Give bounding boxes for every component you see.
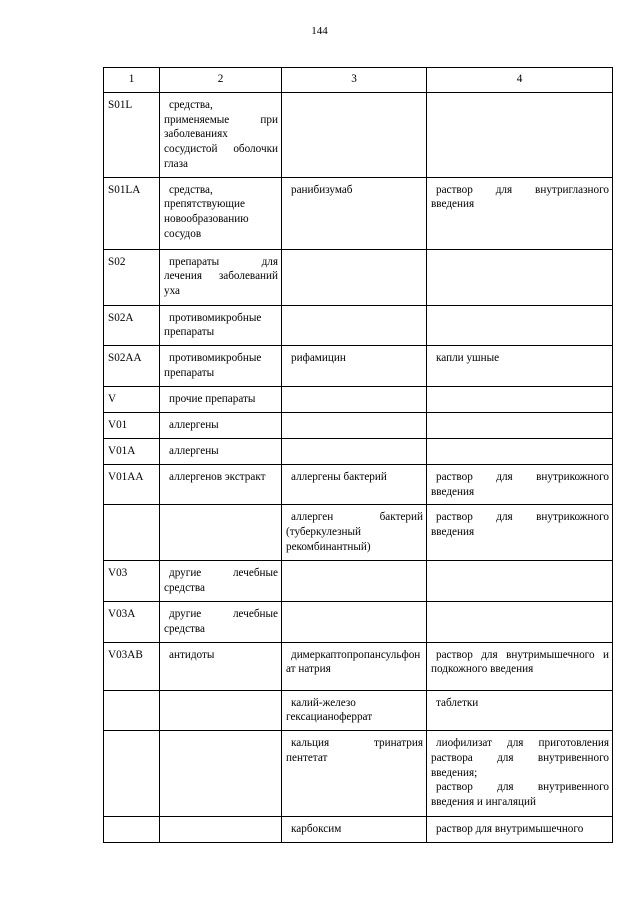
table-row [104,412,613,438]
atc-code-cell [104,177,160,249]
drug-name-cell [282,642,427,690]
dosage-form-text: таблетки [436,696,479,709]
atc-code-cell [104,817,160,843]
group-name-cell [160,561,282,602]
drug-name-text: карбоксим [291,823,342,836]
atc-code-cell [104,438,160,464]
group-name-text: антидоты [169,648,215,661]
group-name-cell [160,731,282,817]
group-name-text: аллергены [169,444,219,457]
drug-name-cell [282,249,427,305]
atc-code-text: V [108,392,117,405]
table-row [104,438,613,464]
dosage-form-cell [427,177,613,249]
group-name-text: препараты для лечения заболеваний уха [164,255,278,298]
drug-name-cell [282,690,427,731]
table-row [104,505,613,561]
drug-name-text: рифамицин [291,352,346,365]
table-row [104,305,613,346]
atc-code-text: V03 [108,567,128,580]
group-name-cell [160,505,282,561]
drug-name-text: ранибизумаб [291,183,353,196]
group-name-text: противомикробные препараты [164,352,262,380]
drug-name-cell [282,92,427,177]
group-name-cell [160,249,282,305]
atc-code-text: V03A [108,607,136,620]
group-name-cell [160,438,282,464]
drug-name-cell [282,601,427,642]
dosage-form-line: лиофилизат для приготовления раствора для внутривенного введения; [431,737,609,779]
dosage-form-cell [427,412,613,438]
drug-name-text: кальция тринатрия пентетат [286,737,423,764]
group-name-cell [160,92,282,177]
drug-name-cell [282,346,427,387]
drug-name-cell [282,464,427,505]
column-header-4: 4 [427,68,613,93]
drug-name-text: аллерген бактерий (туберкулезный рекомбинантный) [286,511,423,553]
drug-name-cell [282,438,427,464]
group-name-cell [160,642,282,690]
group-name-text: аллергены [169,418,219,431]
atc-code-text: S01L [108,98,133,111]
dosage-form-line: раствор для внутривенного введения и ингаляций [431,781,609,809]
drug-name-text: аллергены бактерий [291,470,387,483]
atc-code-text: V01A [108,444,136,457]
table-row [104,386,613,412]
dosage-form-text: раствор для внутрикожного введения [431,470,609,498]
atc-code-text: S02AA [108,352,142,365]
drug-name-cell [282,305,427,346]
group-name-cell [160,412,282,438]
drug-name-cell [282,177,427,249]
atc-code-cell [104,505,160,561]
table-row [104,731,613,817]
drug-name-cell [282,561,427,602]
dosage-form-cell [427,642,613,690]
atc-code-cell [104,249,160,305]
dosage-form-cell [427,464,613,505]
dosage-form-cell [427,731,613,817]
atc-code-text: S02A [108,311,134,324]
group-name-text: противомикробные препараты [164,311,262,339]
atc-code-cell [104,412,160,438]
drug-name-cell [282,731,427,817]
dosage-form-text: раствор для внутримышечного и подкожного введения [431,648,609,676]
column-header-2: 2 [160,68,282,93]
table-row [104,249,613,305]
dosage-form-cell [427,346,613,387]
atc-code-cell [104,346,160,387]
dosage-form-cell [427,505,613,561]
drug-name-text: димеркаптопропансульфонат натрия [286,648,421,676]
atc-code-cell [104,92,160,177]
table-row [104,817,613,843]
group-name-text: средства, препятствующие новообразованию сосудов [164,183,249,241]
group-name-cell [160,346,282,387]
atc-code-text: V03AB [108,648,143,661]
drug-name-cell [282,412,427,438]
group-name-cell [160,464,282,505]
dosage-form-cell [427,249,613,305]
drug-name-cell [282,386,427,412]
column-header-3: 3 [282,68,427,93]
drug-classification-table [103,67,613,843]
atc-code-text: V01 [108,418,128,431]
dosage-form-cell [427,92,613,177]
dosage-form-cell [427,305,613,346]
group-name-text: средства, применяемые при заболеваниях сосудистой оболочки глаза [164,98,278,170]
group-name-text: другие лечебные средства [164,567,278,595]
table-row [104,92,613,177]
atc-code-text: V01AA [108,470,144,483]
atc-code-text: S02 [108,255,126,268]
table-header-row [104,68,613,93]
dosage-form-cell [427,817,613,843]
page-number: 144 [311,25,328,37]
table-row [104,177,613,249]
dosage-form-cell [427,438,613,464]
table-row [104,601,613,642]
atc-code-cell [104,690,160,731]
dosage-form-text: раствор для внутриглазного введения [431,183,609,211]
group-name-cell [160,817,282,843]
table-row [104,561,613,602]
group-name-cell [160,305,282,346]
group-name-cell [160,386,282,412]
group-name-cell [160,690,282,731]
dosage-form-text: раствор для внутримышечного [436,823,584,836]
dosage-form-cell [427,561,613,602]
dosage-form-cell [427,601,613,642]
atc-code-cell [104,561,160,602]
dosage-form-cell [427,690,613,731]
group-name-text: прочие препараты [169,392,256,405]
column-header-1: 1 [104,68,160,93]
drug-name-cell [282,505,427,561]
atc-code-text: S01LA [108,183,141,196]
dosage-form-text: раствор для внутрикожного введения [431,511,609,539]
group-name-text: другие лечебные средства [164,607,278,635]
drug-name-cell [282,817,427,843]
dosage-form-cell [427,386,613,412]
group-name-text: аллергенов экстракт [169,470,266,483]
atc-code-cell [104,601,160,642]
drug-name-text: калий-железо гексацианоферрат [286,696,373,724]
dosage-form-text: капли ушные [436,352,500,365]
table-row [104,642,613,690]
atc-code-cell [104,642,160,690]
table-row [104,690,613,731]
atc-code-cell [104,731,160,817]
atc-code-cell [104,386,160,412]
group-name-cell [160,177,282,249]
table-row [104,346,613,387]
group-name-cell [160,601,282,642]
atc-code-cell [104,464,160,505]
atc-code-cell [104,305,160,346]
table-row [104,464,613,505]
